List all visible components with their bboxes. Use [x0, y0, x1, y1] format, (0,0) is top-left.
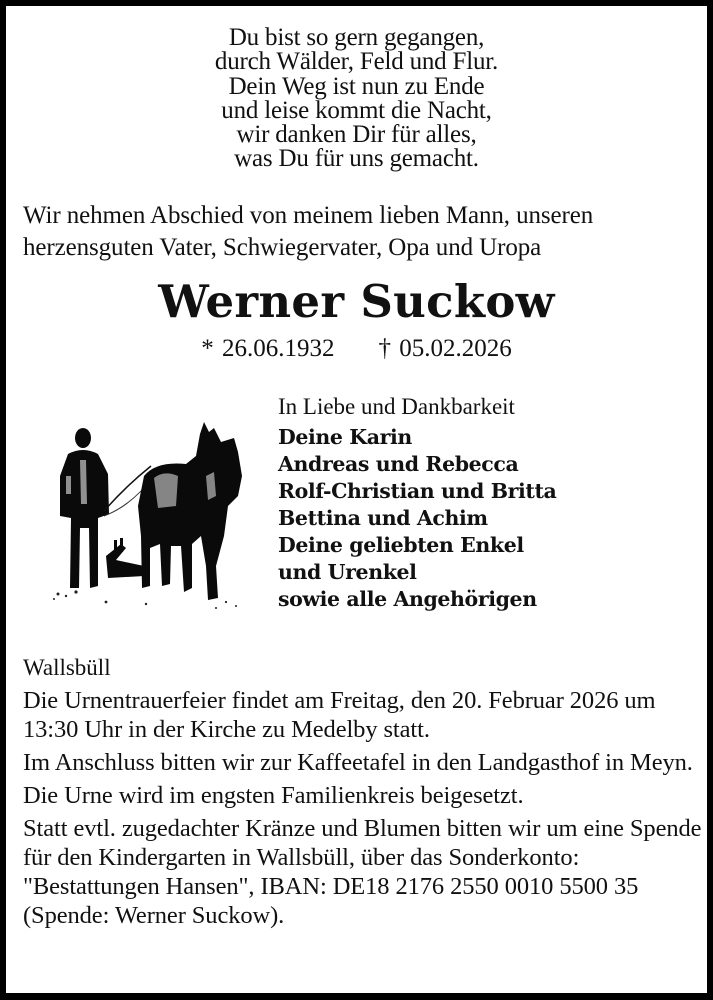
mourner-name: Bettina und Achim [278, 506, 488, 530]
deceased-name: Werner Suckow [158, 275, 555, 328]
mourner-name: Deine Karin [278, 425, 412, 449]
intro-line: herzensguten Vater, Schwiegervater, Opa und Uropa [23, 234, 542, 261]
mourners-block [278, 390, 556, 613]
service-paragraph: Die Urnentrauerfeier findet am Freitag, den 20. Februar 2026 um 13:30 Uhr in der Kirche zu Medelby statt. [23, 687, 656, 743]
poem-line: Dein Weg ist nun zu Ende [228, 72, 485, 100]
life-dates [6, 334, 707, 364]
notice-content [6, 6, 707, 993]
birth-date: * 26.06.1932 [201, 335, 335, 362]
poem [6, 26, 707, 172]
mourner-name: Deine geliebten Enkel [278, 533, 524, 557]
mourners-list [278, 424, 556, 613]
service-details [23, 652, 713, 934]
mourner-name: sowie alle Angehörigen [278, 587, 537, 611]
poem-line: was Du für uns gemacht. [234, 145, 479, 173]
death-date: † 05.02.2026 [378, 335, 512, 362]
farewell-intro [23, 200, 713, 264]
burial-paragraph: Die Urne wird im engsten Familienkreis beigesetzt. [23, 782, 524, 809]
place-name: Wallsbüll [23, 655, 111, 680]
mourner-name: Andreas und Rebecca [278, 452, 519, 476]
donation-paragraph: Statt evtl. zugedachter Kränze und Blumen bitten wir um eine Spende für den Kindergarten in Wallsbüll, über das Sonderkonto: "Bestattungen Hansen", IBAN: DE18 2176 2550 0010 5500 35 (Spende: Werner Suckow). [23, 815, 702, 929]
coffee-paragraph: Im Anschluss bitten wir zur Kaffeetafel in den Landgasthof in Meyn. [23, 749, 693, 776]
intro-line: Wir nehmen Abschied von meinem lieben Mann, unseren [23, 202, 594, 229]
farmer-plough-horses-icon [46, 416, 251, 616]
poem-line: und leise kommt die Nacht, [221, 96, 492, 124]
mourner-name: und Urenkel [278, 560, 417, 584]
poem-line: wir danken Dir für alles, [236, 121, 477, 149]
mourners-lead: In Liebe und Dankbarkeit [278, 394, 515, 419]
poem-line: durch Wälder, Feld und Flur. [214, 48, 499, 76]
poem-line: Du bist so gern gegangen, [228, 24, 485, 51]
mourner-name: Rolf-Christian und Britta [278, 479, 557, 503]
